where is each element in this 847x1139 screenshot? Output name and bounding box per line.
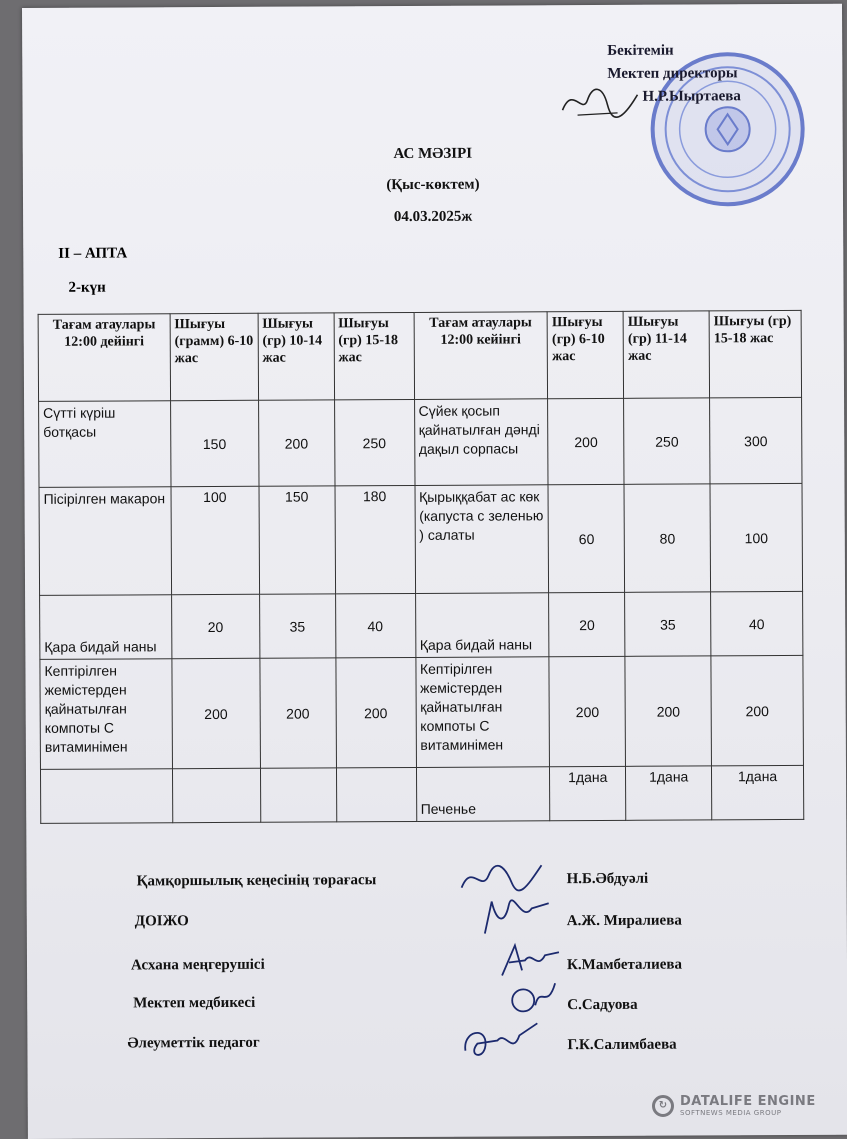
dish-after: Кептірілген жемістерден қайнатылған компоты С витаминімен bbox=[415, 657, 549, 768]
portion-cell: 1дана bbox=[550, 766, 626, 820]
handwritten-signature-icon bbox=[457, 1015, 552, 1070]
signature-name-5: Г.К.Салимбаева bbox=[567, 1036, 677, 1054]
portion-cell: 250 bbox=[624, 398, 710, 484]
portion-cell: 40 bbox=[711, 591, 803, 655]
portion-cell: 200 bbox=[549, 656, 625, 766]
header-cell: Тағам атаулары 12:00 кейінгі bbox=[414, 312, 548, 400]
portion-cell: 250 bbox=[334, 399, 414, 485]
week-label: ІІ – АПТА bbox=[58, 245, 128, 262]
portion-cell: 200 bbox=[260, 658, 336, 768]
portion-cell: 200 bbox=[711, 655, 803, 765]
approval-line-2: Мектеп директоры bbox=[607, 65, 738, 82]
portion-cell: 60 bbox=[548, 484, 624, 592]
portion-cell: 100 bbox=[171, 486, 259, 594]
table-row bbox=[40, 765, 803, 823]
document-page bbox=[22, 4, 847, 1139]
handwritten-signature-icon bbox=[456, 857, 546, 897]
menu-table bbox=[38, 310, 805, 824]
signature-role-5: Әлеуметтік педагог bbox=[127, 1034, 260, 1052]
approval-line-1: Бекітемін bbox=[607, 42, 674, 59]
dish-before: Пісірілген макарон bbox=[39, 487, 171, 596]
dish-after: Сүйек қосып қайнатылған дәнді дақыл сорпасы bbox=[414, 399, 548, 486]
portion-cell bbox=[336, 767, 416, 821]
day-label: 2-күн bbox=[68, 279, 106, 296]
table-row bbox=[40, 591, 803, 659]
signature-name-3: К.Мамбеталиева bbox=[566, 956, 683, 974]
header-cell: Шығуы (гр) 15-18 жас bbox=[709, 310, 801, 397]
portion-cell: 150 bbox=[259, 486, 335, 594]
signature-role-4: Мектеп медбикесі bbox=[133, 994, 256, 1012]
signature-name-4: С.Садуова bbox=[567, 996, 638, 1014]
dish-before: Қара бидай наны bbox=[40, 595, 172, 660]
table-header-row bbox=[38, 310, 801, 401]
datalife-logo-icon: ↻ bbox=[652, 1095, 674, 1117]
signature-name-2: А.Ж. Миралиева bbox=[566, 912, 682, 930]
handwritten-signature-icon bbox=[477, 893, 557, 938]
approval-block bbox=[607, 39, 741, 109]
portion-cell: 300 bbox=[710, 397, 802, 483]
portion-cell bbox=[172, 768, 260, 822]
portion-cell: 180 bbox=[335, 485, 415, 593]
dish-before bbox=[40, 769, 172, 824]
signature-role-1: Қамқоршылық кеңесінің төрағасы bbox=[136, 872, 377, 890]
handwritten-signature-icon bbox=[505, 975, 565, 1020]
header-cell: Шығуы (гр) 6-10 жас bbox=[547, 311, 623, 398]
portion-cell: 35 bbox=[259, 594, 335, 658]
header-cell: Шығуы (гр) 15-18 жас bbox=[334, 312, 414, 399]
header-cell: Тағам атаулары 12:00 дейінгі bbox=[38, 314, 170, 402]
dish-before: Кептірілген жемістерден қайнатылған компоты С витаминімен bbox=[40, 659, 172, 770]
header-cell: Шығуы (гр) 10-14 жас bbox=[258, 313, 334, 400]
header-cell: Шығуы (гр) 11-14 жас bbox=[623, 311, 709, 398]
portion-cell: 200 bbox=[548, 398, 624, 484]
approval-line-3: Н.Р.Ыыртаева bbox=[642, 88, 741, 105]
portion-cell: 35 bbox=[625, 592, 711, 656]
signature-role-2: ДОІЖО bbox=[134, 913, 189, 930]
portion-cell: 1дана bbox=[626, 766, 712, 820]
portion-cell: 80 bbox=[624, 484, 710, 592]
portion-cell: 100 bbox=[710, 483, 802, 591]
table-row bbox=[40, 655, 804, 769]
portion-cell: 200 bbox=[172, 658, 260, 768]
portion-cell: 20 bbox=[549, 592, 625, 656]
signature-name-1: Н.Б.Әбдуәлі bbox=[566, 870, 649, 888]
portion-cell bbox=[260, 768, 336, 822]
signature-role-3: Асхана меңгерушісі bbox=[130, 956, 265, 974]
dish-before: Сүтті күріш ботқасы bbox=[39, 401, 171, 488]
portion-cell: 20 bbox=[171, 594, 259, 658]
portion-cell: 150 bbox=[170, 400, 258, 486]
watermark-sub: SOFTNEWS MEDIA GROUP bbox=[680, 1109, 782, 1117]
portion-cell: 40 bbox=[335, 593, 415, 657]
menu-date: 04.03.2025ж bbox=[393, 208, 473, 226]
table-row bbox=[39, 397, 802, 487]
menu-title: АС МӘЗІРІ bbox=[393, 145, 473, 163]
table-row bbox=[39, 483, 803, 595]
menu-season: (Қыс-көктем) bbox=[386, 176, 480, 194]
header-cell: Шығуы (грамм) 6-10 жас bbox=[170, 313, 258, 400]
portion-cell: 200 bbox=[625, 656, 711, 766]
watermark bbox=[652, 1094, 816, 1117]
portion-cell: 1дана bbox=[712, 765, 804, 819]
watermark-brand: DATALIFE ENGINE bbox=[680, 1094, 816, 1109]
dish-after: Қара бидай наны bbox=[415, 593, 549, 658]
portion-cell: 200 bbox=[336, 657, 416, 767]
dish-after: Қырыққабат ас көк (капуста с зеленью ) салаты bbox=[415, 485, 549, 594]
portion-cell: 200 bbox=[258, 400, 334, 486]
dish-after: Печенье bbox=[416, 767, 550, 822]
